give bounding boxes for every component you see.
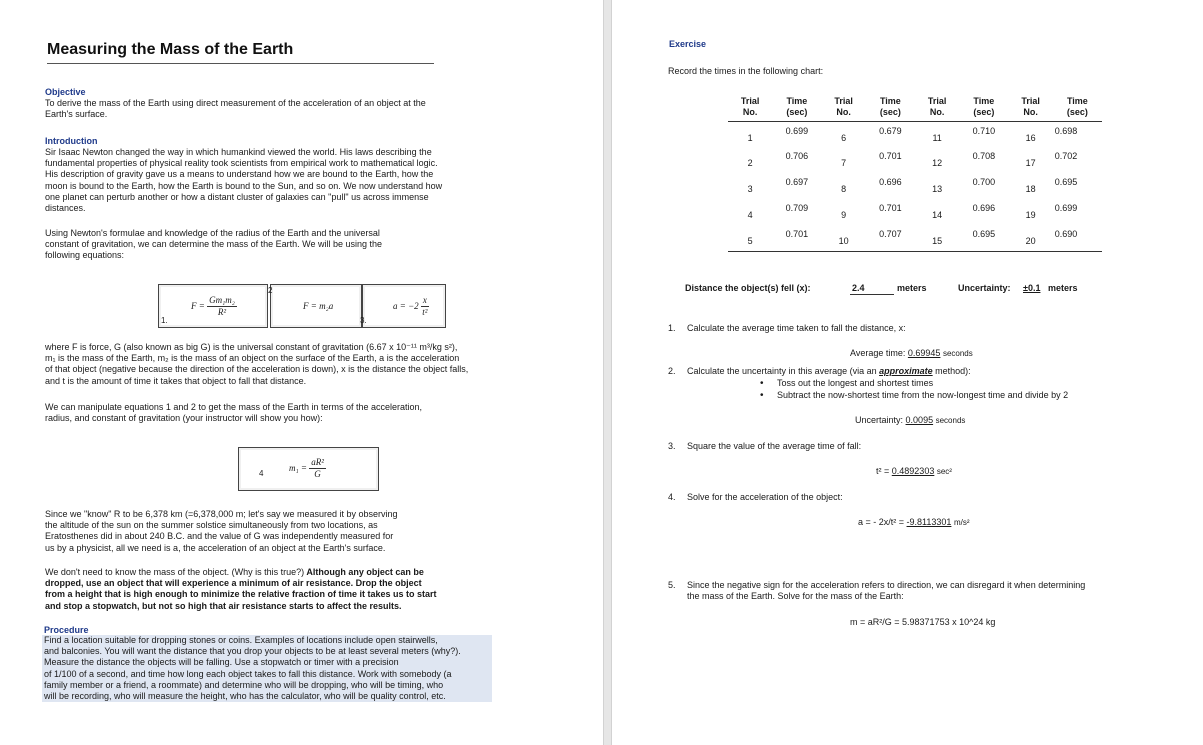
acceleration-line <box>858 517 970 528</box>
equation-3-box <box>362 284 446 328</box>
time-value-cell: 0.700 <box>972 177 996 187</box>
acceleration-label: a = - 2x/t² = <box>858 517 905 527</box>
dont-need-paragraph <box>45 567 495 612</box>
procedure-heading: Procedure <box>44 625 89 635</box>
equation-3 <box>393 295 429 318</box>
page-gutter <box>603 0 612 745</box>
equation-1-fraction <box>207 295 237 318</box>
time-value-cell: 0.702 <box>1054 151 1078 161</box>
trial-table-body <box>728 121 1102 251</box>
equation-4-numerator: aR² <box>309 457 326 469</box>
time-value-cell: 0.709 <box>785 203 809 213</box>
trial-number-cell: 5 <box>728 225 772 251</box>
equation-4-lhs: m₁ = <box>289 462 307 473</box>
average-time-line <box>850 348 973 359</box>
header-time-4: Time (sec) <box>1053 94 1102 121</box>
procedure-text: Find a location suitable for dropping stones or coins. Examples of locations include open stairwells, and balconies. You will want the distance that you drop your objects to be at least several meters (why?). Measure the distance the objects will be falling. Use a stopwatch or timer with a precision of 1/100 of a second, and time how long each object takes to fall this distance. Work with somebody (a family member or a friend, a roommate) and determine who will be dropping, who will be timing, who will be recording, who will measure the height, who has the calculator, who will be quality control, etc. <box>42 635 492 702</box>
where-text: where F is force, G (also known as big G) is the universal constant of gravitation (6.67 x 10⁻¹¹ m³/kg s²), m₁ is the mass of the Earth, m₂ is the mass of an object on the surface of the Earth, a is the acceleration of that object (negative because the direction of the acceleration is down), x is the distance the object falls, and t is the amount of time it takes that object to fall that distance. <box>45 342 469 386</box>
table-row <box>728 225 1102 251</box>
trial-number-cell: 2 <box>747 158 753 169</box>
time-value-cell: 0.690 <box>1053 225 1102 251</box>
time-value-cell: 0.708 <box>972 151 996 161</box>
step-4-number: 4. <box>668 492 676 502</box>
objective-text: To derive the mass of the Earth using direct measurement of the acceleration of an object at the Earth's surface. <box>45 98 426 120</box>
time-value-cell: 0.699 <box>785 125 809 136</box>
trial-number-cell: 17 <box>1025 158 1036 169</box>
acceleration-unit: m/s² <box>953 518 970 527</box>
uncertainty-label: Uncertainty: <box>958 283 1011 293</box>
step-5-number: 5. <box>668 580 676 590</box>
manipulate-text: We can manipulate equations 1 and 2 to get the mass of the Earth in terms of the acceleration, radius, and constant of gravitation (your instructor will show you how): <box>45 402 423 424</box>
table-row <box>728 173 1102 199</box>
time-value-cell: 0.698 <box>1054 125 1078 136</box>
trial-number-cell: 6 <box>841 132 847 143</box>
distance-value: 2.4 <box>850 283 894 295</box>
step-3-text: Square the value of the average time of fall: <box>687 441 862 451</box>
time-value-cell: 0.696 <box>879 177 902 187</box>
uncertainty-line <box>855 415 965 426</box>
mass-label: m = aR²/G = <box>850 617 900 627</box>
equation-1-box <box>158 284 268 328</box>
trial-number-cell: 18 <box>1025 184 1036 195</box>
exercise-heading: Exercise <box>669 39 707 49</box>
average-time-label: Average time: <box>850 348 906 358</box>
table-header-row <box>728 94 1102 121</box>
equation-1 <box>191 295 237 318</box>
trial-number-cell: 4 <box>747 210 753 221</box>
t-squared-line <box>876 466 952 477</box>
title-rule <box>47 63 434 64</box>
time-value-cell: 0.679 <box>879 125 902 136</box>
mass-value: 5.98371753 x 10^24 kg <box>902 617 996 627</box>
step-2-text <box>687 366 971 377</box>
step-2-link: approximate <box>879 366 933 376</box>
time-value-cell: 0.696 <box>972 203 996 213</box>
time-value-cell: 0.707 <box>866 225 915 251</box>
equation-1-denominator: R² <box>217 307 227 318</box>
introduction-text-2: Using Newton's formulae and knowledge of the radius of the Earth and the universal constant of gravitation, we can determine the mass of the Earth. We will be using the following equations: <box>45 228 383 261</box>
average-time-unit: seconds <box>942 349 973 358</box>
header-trial-1: Trial No. <box>728 94 772 121</box>
time-value-cell: 0.699 <box>1054 203 1078 213</box>
step-2-number: 2. <box>668 366 676 376</box>
step-2-pre: Calculate the uncertainty in this average (via an <box>687 366 880 376</box>
equation-4 <box>289 457 326 480</box>
table-row <box>728 199 1102 225</box>
time-value-cell: 0.697 <box>785 177 809 187</box>
trial-number-cell: 10 <box>821 225 865 251</box>
distance-unit: meters <box>897 283 927 293</box>
trial-number-cell: 15 <box>915 225 959 251</box>
t-squared-value: 0.4892303 <box>891 466 935 476</box>
acceleration-value: -9.8113301 <box>906 517 952 527</box>
equation-3-label: 3. <box>360 316 367 325</box>
mass-line <box>850 617 995 628</box>
header-time-3: Time (sec) <box>959 94 1008 121</box>
equation-4-label: 4 <box>259 469 264 478</box>
introduction-heading: Introduction <box>45 136 98 146</box>
time-value-cell: 0.701 <box>879 151 902 161</box>
step-5-text: Since the negative sign for the acceleration refers to direction, we can disregard it when determining the mass of the Earth. Solve for the mass of the Earth: <box>687 580 1086 602</box>
equation-3-numerator: x <box>421 295 429 307</box>
step-3-number: 3. <box>668 441 676 451</box>
time-value-cell: 0.706 <box>785 151 809 161</box>
header-trial-3: Trial No. <box>915 94 959 121</box>
distance-label: Distance the object(s) fell (x): <box>685 283 811 293</box>
uncertainty-avg-unit: seconds <box>935 416 966 425</box>
equation-1-lhs: F = <box>191 300 205 311</box>
trial-number-cell: 8 <box>841 184 847 195</box>
step-2-post: method): <box>932 366 971 376</box>
uncertainty-avg-value: 0.0095 <box>905 415 934 425</box>
introduction-text: Sir Isaac Newton changed the way in which humankind viewed the world. His laws describing the fundamental properties of physical reality took scientists from empirical work to mathematical logic. His description of gravity gave us a means to understand how we are bound to the Earth, how the moon is bound to the Earth, how the Earth is bound to the Sun, and so on. We now understand how one planet can perturb another or how a distant cluster of galaxies can "pull" us across immense distances. <box>45 147 443 214</box>
bullet-1-text: Toss out the longest and shortest times <box>777 378 934 388</box>
equation-3-fraction <box>421 295 429 318</box>
trial-number-cell: 20 <box>1008 225 1052 251</box>
step-1-text: Calculate the average time taken to fall the distance, x: <box>687 323 906 333</box>
header-trial-4: Trial No. <box>1008 94 1052 121</box>
uncertainty-avg-label: Uncertainty: <box>855 415 904 425</box>
uncertainty-value: ±0.1 <box>1023 283 1041 293</box>
trial-number-cell: 11 <box>932 132 942 143</box>
objective-heading: Objective <box>45 87 86 97</box>
trial-number-cell: 3 <box>747 184 753 195</box>
equation-4-denominator: G <box>314 469 321 480</box>
trial-number-cell: 19 <box>1025 210 1036 221</box>
equation-2-label: 2 <box>268 286 273 295</box>
trial-number-cell: 1 <box>747 132 753 143</box>
equation-2-box <box>270 284 362 328</box>
step-1-number: 1. <box>668 323 676 333</box>
trial-number-cell: 14 <box>932 210 943 221</box>
header-time-1: Time (sec) <box>772 94 821 121</box>
trial-number-cell: 13 <box>932 184 943 195</box>
equation-3-denominator: t² <box>422 307 428 318</box>
equation-1-numerator: Gm₁m₂ <box>207 295 237 307</box>
equation-4-box <box>238 447 379 491</box>
t-squared-unit: sec² <box>936 467 952 476</box>
time-value-cell: 0.695 <box>1054 177 1078 187</box>
record-text: Record the times in the following chart: <box>668 66 824 76</box>
table-row <box>728 147 1102 173</box>
bullet-1-icon: • <box>760 378 764 389</box>
dont-need-text: We don't need to know the mass of the object. (Why is this true?) <box>45 567 305 577</box>
step-4-text: Solve for the acceleration of the object: <box>687 492 843 502</box>
header-trial-2: Trial No. <box>821 94 865 121</box>
trial-number-cell: 16 <box>1025 132 1036 143</box>
document-title: Measuring the Mass of the Earth <box>47 41 294 58</box>
trial-number-cell: 9 <box>841 210 847 221</box>
average-time-value: 0.69945 <box>907 348 941 358</box>
bullet-2-text: Subtract the now-shortest time from the now-longest time and divide by 2 <box>777 390 1069 400</box>
trial-number-cell: 7 <box>841 158 847 169</box>
time-value-cell: 0.701 <box>879 203 902 213</box>
uncertainty-unit: meters <box>1048 283 1078 293</box>
bullet-2-icon: • <box>760 390 764 401</box>
equation-1-label: 1. <box>161 316 168 325</box>
trial-times-table <box>728 94 1102 252</box>
dont-need-bold: Although any object can be dropped, use an object that will experience a minimum of air resistance. Drop the object from a height that is high enough to minimize the relative fraction of time it takes us to start and stop a stopwatch, but not so high that air resistance starts to affect the results. <box>45 567 437 611</box>
since-text: Since we "know" R to be 6,378 km (=6,378,000 m; let's say we measured it by observing the altitude of the sun on the summer solstice simultaneously from two locations, as Eratosthenes did in about 240 B.C. and the value of G was independently measured for us by a physicist, all we need is a, the acceleration of an object at the Earth's surface. <box>45 509 398 553</box>
time-value-cell: 0.710 <box>972 125 996 136</box>
equation-4-fraction <box>309 457 326 480</box>
right-page <box>612 0 1203 745</box>
table-row <box>728 121 1102 147</box>
equation-3-lhs: a = −2 <box>393 300 419 311</box>
time-value-cell: 0.701 <box>772 225 821 251</box>
time-value-cell: 0.695 <box>959 225 1008 251</box>
t-squared-label: t² = <box>876 466 890 476</box>
header-time-2: Time (sec) <box>866 94 915 121</box>
trial-number-cell: 12 <box>932 158 943 169</box>
equation-2: F = m₂a <box>303 301 334 311</box>
